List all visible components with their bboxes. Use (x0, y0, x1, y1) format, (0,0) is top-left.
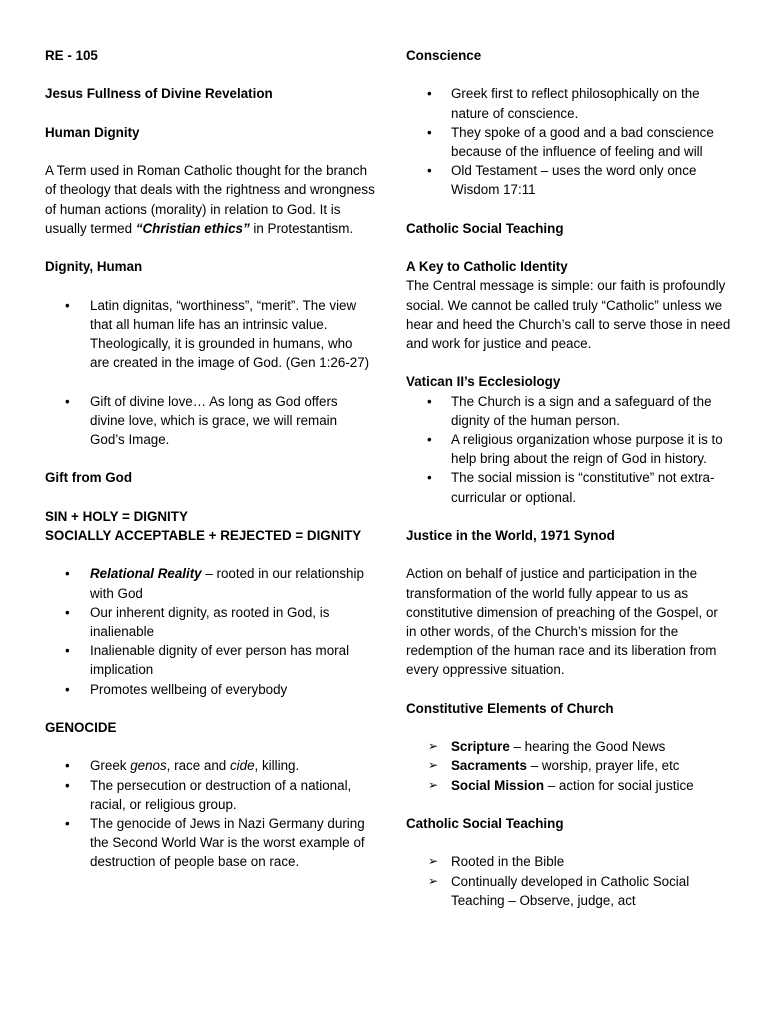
list-item: • Greek first to reflect philosophically on the nature of conscience. (406, 84, 731, 122)
justice-paragraph: Action on behalf of justice and participation in the transformation of the world fully appear to us as constitutive dimension of preaching of the Gospel, or in other words, of the Church’s mission for the redemption of the human race and its liberation from every oppressive situation. (406, 566, 718, 678)
list-item-text: Greek (90, 758, 131, 774)
formula-line-1: SIN + HOLY = DIGNITY (45, 508, 188, 524)
list-item-text: – rooted in our relationship with God (90, 566, 364, 601)
formula-line-2: SOCIALLY ACCEPTABLE + REJECTED = DIGNITY (45, 527, 362, 543)
elements-list (406, 737, 731, 795)
vatican-list (406, 392, 731, 507)
conscience-list (406, 84, 731, 199)
element-term: Social Mission (451, 777, 545, 793)
list-item: • The social mission is “constitutive” not extra-curricular or optional. (406, 468, 731, 506)
list-item: • The persecution or destruction of a national, racial, or religious group. (45, 776, 375, 814)
cst2-heading: Catholic Social Teaching (406, 815, 564, 831)
dignity-human-heading: Dignity, Human (45, 259, 143, 275)
list-item (406, 872, 731, 910)
genocide-heading: GENOCIDE (45, 719, 117, 735)
arrow-bullet-icon: ➢ (428, 758, 439, 773)
vatican-heading: Vatican II’s Ecclesiology (406, 374, 561, 390)
list-item (406, 776, 731, 795)
list-item (406, 737, 731, 756)
list-item: • Old Testament – uses the word only once Wisdom 17:11 (406, 161, 731, 199)
list-item-text: – action for social justice (544, 777, 694, 793)
list-item: • The genocide of Jews in Nazi Germany during the Second World War is the worst example of destruction of people base on race. (45, 814, 375, 872)
lesson-title: Jesus Fullness of Divine Revelation (45, 86, 273, 102)
list-item (45, 564, 375, 602)
right-column (406, 46, 731, 910)
list-item-text: – hearing the Good News (509, 739, 666, 755)
course-code: RE - 105 (45, 48, 98, 63)
element-term: Sacraments (451, 758, 527, 774)
gift-list (45, 564, 375, 698)
list-item-text: , race and (166, 758, 230, 774)
list-item: • They spoke of a good and a bad conscience because of the influence of feeling and will (406, 123, 731, 161)
list-item-text: – worship, prayer life, etc (526, 758, 680, 774)
christian-ethics-term: “Christian ethics” (135, 220, 250, 236)
list-item: • Latin dignitas, “worthiness”, “merit”. The view that all human life has an intrinsic value. Theologically, it is grounded in humans, who are created in the image of God. (Gen 1:26-27) (45, 296, 375, 373)
arrow-bullet-icon: ➢ (428, 777, 439, 792)
list-item: • Gift of divine love… As long as God offers divine love, which is grace, we will remain God’s Image. (45, 392, 375, 450)
element-term: Scripture (451, 739, 510, 755)
list-item: • Promotes wellbeing of everybody (45, 680, 375, 699)
list-item: • Our inherent dignity, as rooted in God, is inalienable (45, 603, 375, 641)
key-identity-heading: A Key to Catholic Identity (406, 259, 568, 275)
list-item (406, 756, 731, 775)
dignity-list-2 (45, 392, 375, 450)
genos-term: genos (130, 758, 167, 774)
list-item-text: Continually developed in Catholic Social Teaching – Observe, judge, act (451, 873, 690, 908)
list-item-text: Rooted in the Bible (451, 854, 565, 870)
relational-reality-term: Relational Reality (90, 566, 202, 582)
para-text-end: in Protestantism. (249, 220, 354, 236)
dignity-list (45, 296, 375, 373)
gift-heading: Gift from God (45, 470, 133, 486)
list-item (406, 852, 731, 871)
genocide-list (45, 756, 375, 871)
list-item: • The Church is a sign and a safeguard of the dignity of the human person. (406, 392, 731, 430)
human-dignity-heading: Human Dignity (45, 124, 140, 140)
list-item: • Inalienable dignity of ever person has moral implication (45, 641, 375, 679)
list-item (45, 756, 375, 775)
cst-heading: Catholic Social Teaching (406, 220, 564, 236)
list-item-text: , killing. (254, 758, 300, 774)
left-column (45, 46, 375, 872)
list-item: • A religious organization whose purpose it is to help bring about the reign of God in history. (406, 430, 731, 468)
arrow-bullet-icon: ➢ (428, 854, 439, 869)
key-identity-paragraph: The Central message is simple: our faith is profoundly social. We cannot be called truly “Catholic” unless we hear and heed the Church’s call to serve those in need and work for justice and peace. (406, 278, 731, 351)
para-text: A Term used in Roman Catholic thought for the branch of theology that deals with the rightness and wrongness of human actions (morality) in relation to God. It is usually termed (45, 163, 375, 236)
cide-term: cide (229, 758, 255, 774)
human-dignity-paragraph (45, 161, 375, 238)
arrow-bullet-icon: ➢ (428, 739, 439, 754)
elements-heading: Constitutive Elements of Church (406, 700, 614, 716)
justice-heading: Justice in the World, 1971 Synod (406, 528, 615, 543)
cst2-list (406, 852, 731, 910)
conscience-heading: Conscience (406, 48, 482, 63)
arrow-bullet-icon: ➢ (428, 873, 439, 888)
